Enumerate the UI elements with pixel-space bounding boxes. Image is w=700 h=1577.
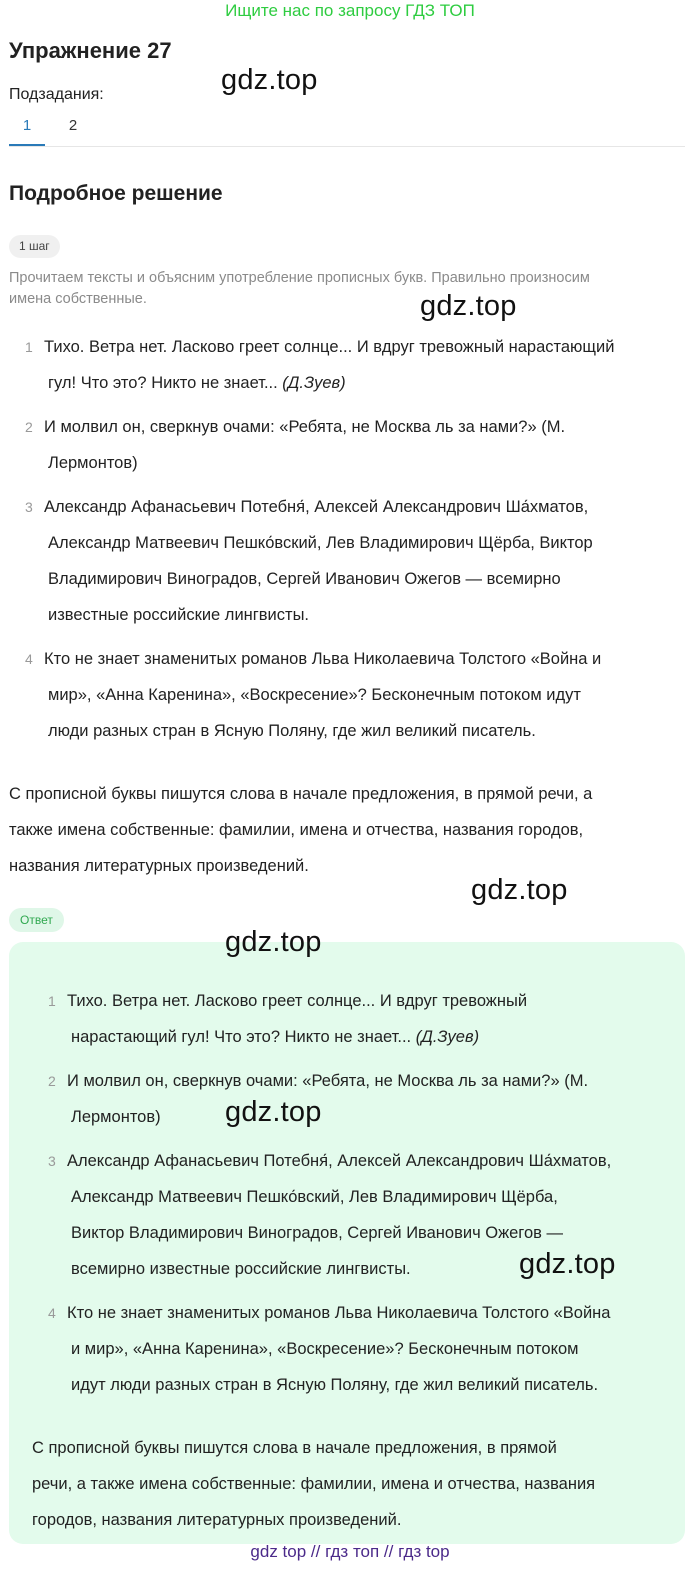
step-intro xyxy=(9,268,685,310)
item-line-text: нарастающий гул! Что это? Никто не знает... xyxy=(71,1028,412,1046)
item-number: 2 xyxy=(48,1073,56,1089)
item-number: 4 xyxy=(48,1305,56,1321)
item-line: идут люди разных стран в Ясную Поляну, где жил великий писатель. xyxy=(71,1376,599,1394)
answer-badge: Ответ xyxy=(9,908,64,932)
watermark: gdz.top xyxy=(519,1248,616,1280)
item-line: Александр Афанасьевич Потебня́, Алексей Александрович Ша́хматов, xyxy=(67,1152,612,1170)
item-line: И молвил он, сверкнув очами: «Ребята, не Москва ль за нами?» (М. xyxy=(67,1072,589,1090)
conclusion-line: С прописной буквы пишутся слова в начале предложения, в прямой xyxy=(32,1439,557,1457)
promo-banner[interactable]: Ищите нас по запросу ГДЗ ТОП xyxy=(225,1,475,20)
author-ref: (Д.Зуев) xyxy=(282,374,346,392)
item-line: Тихо. Ветра нет. Ласково греет солнце... И вдруг тревожный нарастающий xyxy=(44,338,615,356)
answer-conclusion xyxy=(32,1430,672,1538)
intro-line: имена собственные. xyxy=(9,291,147,307)
footer-links[interactable]: gdz top // гдз топ // гдз top xyxy=(250,1542,450,1561)
item-line-text: гул! Что это? Никто не знает... xyxy=(48,374,278,392)
item-number: 4 xyxy=(25,651,33,667)
conclusion-line: названия литературных произведений. xyxy=(9,857,309,875)
subtask-tabs xyxy=(9,108,685,147)
item-line: Александр Афанасьевич Потебня́, Алексей Александрович Ша́хматов, xyxy=(44,498,589,516)
conclusion-line: также имена собственные: фамилии, имена и отчества, названия городов, xyxy=(9,821,584,839)
item-number: 3 xyxy=(48,1153,56,1169)
conclusion-line: городов, названия литературных произведений. xyxy=(32,1511,402,1529)
item-line: всемирно известные российские лингвисты. xyxy=(71,1260,411,1278)
watermark: gdz.top xyxy=(420,290,517,322)
solution-conclusion xyxy=(9,776,685,884)
item-line: Виктор Владимирович Виноградов, Сергей Иванович Ожегов — xyxy=(71,1224,563,1242)
item-line: Александр Матвеевич Пешко́вский, Лев Владимирович Щёрба, Виктор xyxy=(48,534,593,552)
list-item xyxy=(48,1063,678,1135)
list-item xyxy=(25,409,685,481)
list-item xyxy=(48,1295,678,1403)
item-line xyxy=(44,365,685,401)
answer-list xyxy=(48,983,678,1411)
subtasks-label: Подзадания: xyxy=(9,86,104,103)
author-ref: (Д.Зуев) xyxy=(415,1028,480,1046)
item-line: и мир», «Анна Каренина», «Воскресение»? Бесконечным потоком xyxy=(71,1340,579,1358)
item-number: 1 xyxy=(48,993,56,1009)
intro-line: Прочитаем тексты и объясним употребление прописных букв. Правильно произносим xyxy=(9,270,590,286)
solution-list xyxy=(25,329,685,757)
step-badge: 1 шаг xyxy=(9,235,60,258)
tab-subtask-1[interactable]: 1 xyxy=(9,117,45,134)
list-item xyxy=(25,329,685,401)
item-number: 3 xyxy=(25,499,33,515)
list-item xyxy=(48,983,678,1055)
list-item xyxy=(25,489,685,633)
item-line: Лермонтов) xyxy=(48,454,138,472)
item-line: Тихо. Ветра нет. Ласково греет солнце... И вдруг тревожный xyxy=(67,992,528,1010)
item-line: Александр Матвеевич Пешко́вский, Лев Владимирович Щёрба, xyxy=(71,1188,558,1206)
section-title: Подробное решение xyxy=(9,182,223,205)
tab-subtask-2[interactable]: 2 xyxy=(68,117,78,134)
watermark: gdz.top xyxy=(471,874,568,906)
watermark: gdz.top xyxy=(225,926,322,958)
item-line: известные российские лингвисты. xyxy=(48,606,310,624)
watermark: gdz.top xyxy=(221,64,318,96)
item-number: 2 xyxy=(25,419,33,435)
item-line xyxy=(67,1019,678,1055)
item-line: Лермонтов) xyxy=(71,1108,161,1126)
item-line: мир», «Анна Каренина», «Воскресение»? Бесконечным потоком идут xyxy=(48,686,581,704)
item-line: Владимирович Виноградов, Сергей Иванович Ожегов — всемирно xyxy=(48,570,561,588)
item-line: Кто не знает знаменитых романов Льва Николаевича Толстого «Война xyxy=(67,1304,611,1322)
list-item xyxy=(25,641,685,749)
item-line: люди разных стран в Ясную Поляну, где жил великий писатель. xyxy=(48,722,536,740)
watermark: gdz.top xyxy=(225,1096,322,1128)
conclusion-line: речи, а также имена собственные: фамилии, имена и отчества, названия xyxy=(32,1475,596,1493)
item-line: Кто не знает знаменитых романов Льва Николаевича Толстого «Война и xyxy=(44,650,602,668)
item-line: И молвил он, сверкнув очами: «Ребята, не Москва ль за нами?» (М. xyxy=(44,418,566,436)
item-number: 1 xyxy=(25,339,33,355)
conclusion-line: С прописной буквы пишутся слова в начале предложения, в прямой речи, а xyxy=(9,785,593,803)
page-title: Упражнение 27 xyxy=(9,38,172,63)
